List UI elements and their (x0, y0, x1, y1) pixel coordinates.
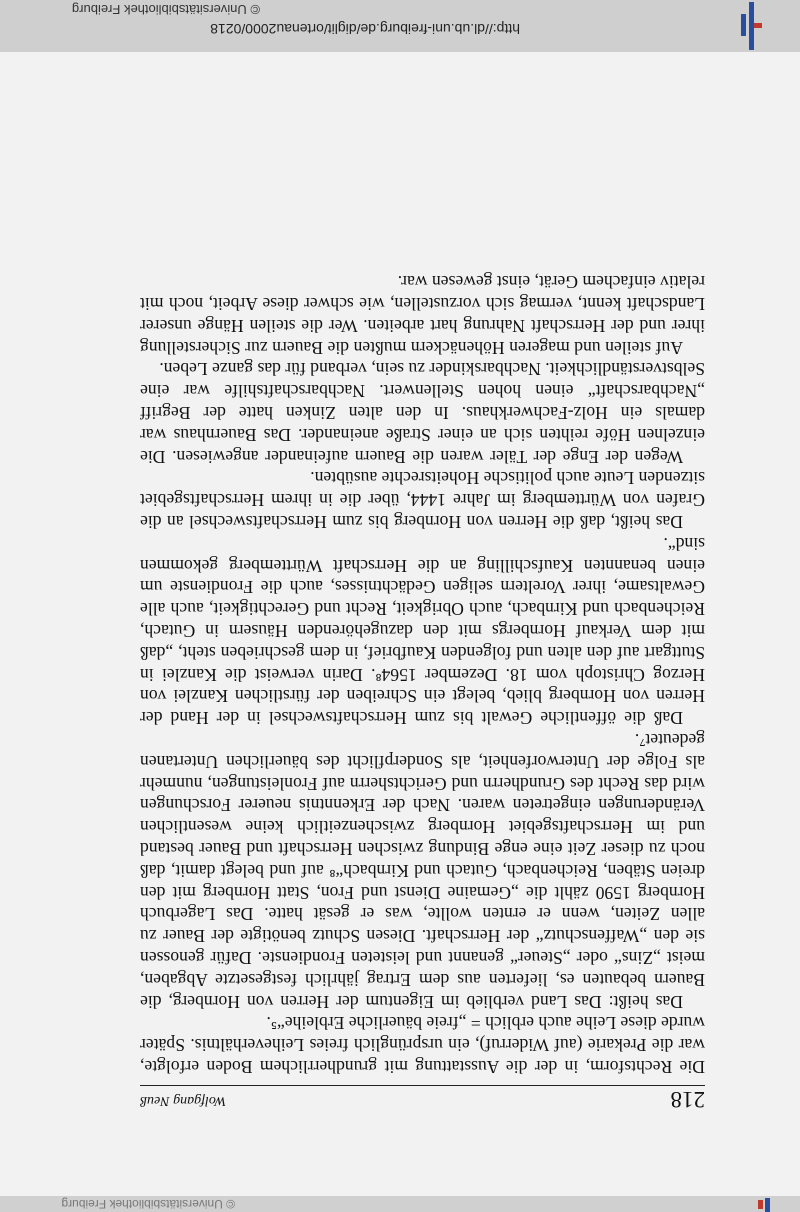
running-header (140, 1085, 705, 1112)
paragraph: Wegen der Enge der Täler waren die Bauern aufeinander angewiesen. Die einzelnen Höfe reihten sich an einer Straße aneinander. Das Bauernhaus war damals ein Holz-Fachwerkhaus. In den alten Zinken hatte der Begriff „Nachbarschaft“ einen hohen Stellenwert. Nachbarschaftshilfe war eine Selbstverständlichkeit. Nachbarskinder zu sein, verband für das ganze Leben. (140, 359, 705, 467)
top-credit: © Universitätsbibliothek Freiburg (61, 1197, 235, 1211)
paragraph: Daß die öffentliche Gewalt bis zum Herrschaftswechsel in der Hand der Herren von Hornberg blieb, belegt ein Schreiben der fürstlichen Kanzlei von Herzog Christoph vom 18. Dezember 1564⁸. Darin verweist die Kanzlei in Stuttgart auf den alten und folgenden Kaufbrief, in dem geschrieben steht, „daß mit dem Verkauf Hornbergs mit den dazugehörenden Häusern in Gutach, Reichenbach und Kirnbach, auch Obrigkeit, Recht und Gerechtigkeit, auch alle Gewaltsame, ihrer Voreltern seligen Gedächtnisses, auch die Frondienste um einen benannten Kaufschilling an die Herrschaft Württemberg gekommen sind“. (140, 533, 705, 729)
top-watermark-strip (0, 1196, 800, 1212)
library-logo-icon (752, 1198, 770, 1212)
bottom-credit: © Universitätsbibliothek Freiburg (71, 2, 260, 17)
paragraph: Das heißt: Das Land verblieb im Eigentum der Herren von Hornberg, die Bauern bebauten es, lieferten aus dem Ertrag jährlich festgesetzte Abgaben, meist „Zins“ oder „Steuer“ genannt und leisteten Frondienste. Dafür genossen sie den „Waffenschutz“ der Herrschaft. Diesen Schutz benötigte der Bauer zu allen Zeiten, wenn er ernten wollte, was er gesät hatte. Das Lagerbuch Hornberg 1590 zählt die „Gemaine Dienst und Fron, Statt Hornberg mit den dreien Stäben, Reichenbach, Gutach und Kirnbach“⁸ auf und belegt damit, daß noch zu dieser Zeit eine enge Bindung zwischen Herrschaft und Bauer bestand und im Herrschaftsgebiet Hornberg zwischenzeitlich keine wesentlichen Veränderungen eingetreten waren. Nach der Erkenntnis neuerer Forschungen wird das Recht des Grundherrn und Gerichtsherrn auf Fronleistungen, nunmehr als Folge der Unterworfenheit, als Sonderpflicht des bäuerlichen Untertanen gedeutet⁷. (140, 730, 705, 1012)
source-url-link[interactable]: http://dl.ub.uni-freiburg.de/diglit/ortenau2000/0218 (210, 21, 520, 37)
paragraph: Die Rechtsform, in der die Ausstattung mit grundherrlichem Boden erfolgte, war die Prekarie (auf Widerruf), ein ursprünglich freies Leiheverhältnis. Später wurde diese Leihe auch erblich = „freie bäuerliche Erbleihe“⁵. (140, 1013, 705, 1077)
running-author: Wolfgang Neuß (140, 1093, 227, 1108)
paragraph: Auf steilen und mageren Höhenäckern mußten die Bauern zur Sicherstellung ihrer und der Herrschaft Nahrung hart arbeiten. Wer die steilen Hänge unserer Landschaft kennt, vermag sich vorzustellen, wie schwer diese Arbeit, noch mit relativ einfachem Gerät, einst gewesen war. (140, 272, 705, 358)
paragraph: Das heißt, daß die Herren von Hornberg bis zum Herrschaftswechsel an die Grafen von Württemberg im Jahre 1444, über die in ihrem Herrschaftsgebiet sitzenden Leute auch politische Hoheitsrechte ausübten. (140, 468, 705, 533)
library-logo-icon (738, 2, 762, 50)
body-text (140, 271, 705, 1077)
page-number: 218 (670, 1087, 705, 1112)
